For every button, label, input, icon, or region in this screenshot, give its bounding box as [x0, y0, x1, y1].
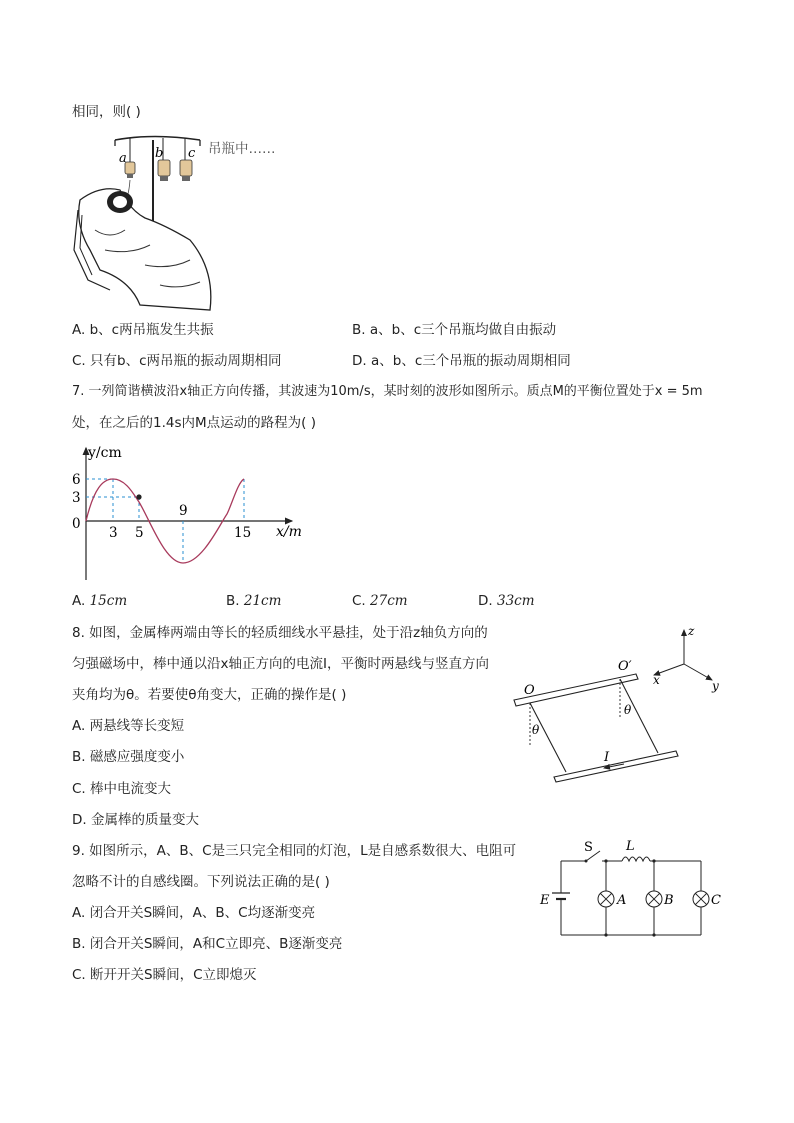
- q9-option-a[interactable]: A. 闭合开关S瞬间，A、B、C均逐渐变亮: [72, 905, 316, 921]
- x-tick-5: 5: [135, 525, 144, 541]
- x-tick-3: 3: [109, 525, 118, 541]
- q6-option-b[interactable]: B. a、b、c三个吊瓶均做自由振动: [352, 322, 557, 338]
- q7-option-b[interactable]: B. 21cm: [226, 593, 282, 609]
- q8-option-b[interactable]: B. 磁感应强度变小: [72, 749, 185, 765]
- lamp-c-label: C: [711, 893, 721, 908]
- q6-tail: 相同，则( ): [72, 104, 141, 120]
- switch-label: S: [584, 840, 593, 855]
- q8-option-a[interactable]: A. 两悬线等长变短: [72, 718, 185, 734]
- wave-graph: [70, 442, 310, 582]
- x-tick-15: 15: [234, 525, 252, 541]
- circuit-diagram: [536, 835, 736, 945]
- q6-option-c[interactable]: C. 只有b、c两吊瓶的振动周期相同: [72, 353, 282, 369]
- y-tick-0: 0: [72, 516, 81, 532]
- bottle-a-label: a: [119, 151, 127, 166]
- q8-stem-line3: 夹角均为θ。若要使θ角变大，正确的操作是( ): [72, 687, 347, 703]
- y-tick-3: 3: [72, 490, 81, 506]
- bottle-c-label: c: [188, 146, 196, 161]
- q7-option-d[interactable]: D. 33cm: [478, 593, 535, 609]
- inductor-label: L: [626, 839, 635, 854]
- theta-right-label: θ: [624, 703, 632, 717]
- q7-option-c[interactable]: C. 27cm: [352, 593, 408, 609]
- x-tick-9: 9: [179, 503, 188, 519]
- y-axis-label: y/cm: [88, 445, 122, 461]
- q8-stem-line2: 匀强磁场中，棒中通以沿x轴正方向的电流I，平衡时两悬线与竖直方向: [72, 656, 489, 672]
- q9-stem-line1: 9. 如图所示，A、B、C是三只完全相同的灯泡，L是自感系数很大、电阻可: [72, 843, 517, 859]
- bottle-b-label: b: [155, 146, 164, 161]
- y-tick-6: 6: [72, 472, 81, 488]
- theta-left-label: θ: [532, 723, 540, 737]
- battery-label: E: [540, 893, 550, 908]
- point-m: [136, 494, 141, 499]
- illustration-caption: 吊瓶中……: [208, 141, 276, 157]
- y-axis-label-fig: y: [712, 679, 719, 693]
- q6-option-a[interactable]: A. b、c两吊瓶发生共振: [72, 322, 214, 338]
- metal-rod-figure: [508, 620, 748, 790]
- z-axis-label: z: [688, 624, 695, 638]
- lamp-a-label: A: [617, 893, 627, 908]
- q7-stem-line1: 7. 一列简谐横波沿x轴正方向传播，其波速为10m/s，某时刻的波形如图所示。质点M的平衡位置处于x = 5m: [72, 384, 703, 399]
- point-o-label: O: [524, 683, 535, 698]
- x-axis-label: x/m: [276, 524, 302, 540]
- q6-option-d[interactable]: D. a、b、c三个吊瓶的振动周期相同: [352, 353, 571, 369]
- q9-stem-line2: 忽略不计的自感线圈。下列说法正确的是( ): [72, 874, 330, 890]
- q9-option-b[interactable]: B. 闭合开关S瞬间，A和C立即亮、B逐渐变亮: [72, 936, 343, 952]
- q9-option-c[interactable]: C. 断开开关S瞬间，C立即熄灭: [72, 967, 257, 983]
- current-i-label: I: [604, 750, 610, 765]
- q8-option-d[interactable]: D. 金属棒的质量变大: [72, 812, 199, 828]
- q7-option-a[interactable]: A. 15cm: [72, 593, 128, 609]
- lamp-b-label: B: [664, 893, 674, 908]
- q7-stem-line2: 处，在之后的1.4s内M点运动的路程为( ): [72, 415, 316, 431]
- q8-stem-line1: 8. 如图，金属棒两端由等长的轻质细线水平悬挂，处于沿z轴负方向的: [72, 625, 488, 641]
- q8-option-c[interactable]: C. 棒中电流变大: [72, 781, 172, 797]
- iv-drip-illustration: [70, 130, 290, 330]
- x-axis-label-fig: x: [653, 673, 660, 687]
- point-o-prime-label: O′: [618, 659, 632, 674]
